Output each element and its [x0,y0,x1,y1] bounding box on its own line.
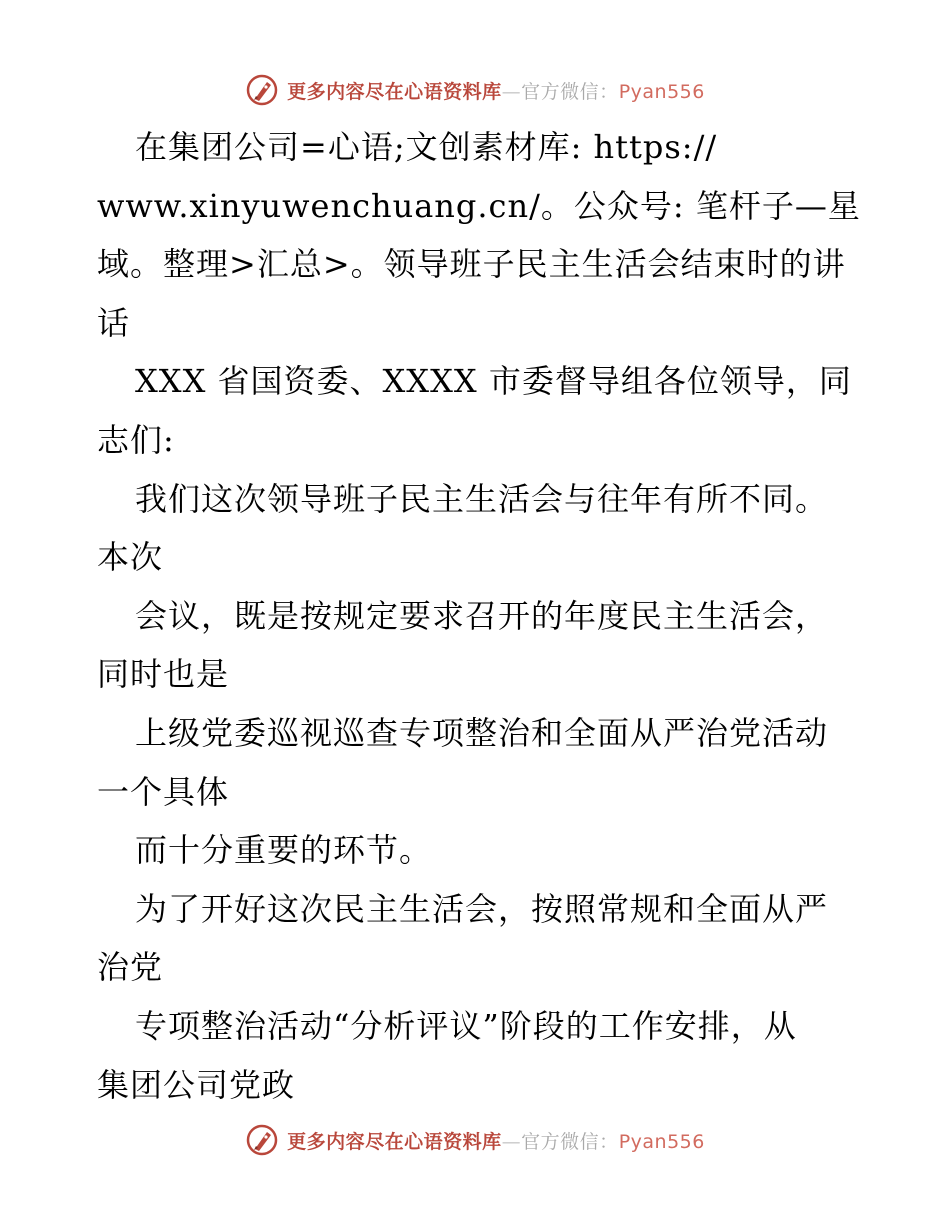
body-line: 会议，既是按规定要求召开的年度民主生活会， [135,596,829,635]
header-banner [0,70,950,110]
body-line: 志们: [97,420,175,459]
footer-banner [0,1120,950,1160]
footer-banner-wechat-id: Pyan556 [618,1130,705,1153]
header-banner-wechat-id: Pyan556 [618,80,705,103]
header-banner-wechat-label: 官方微信： [521,80,619,103]
body-line: 上级党委巡视巡查专项整治和全面从严治党活动 [135,713,829,752]
document-body [97,118,861,1114]
body-line: 为了开好这次民主生活会，按照常规和全面从严 [135,889,829,928]
body-line: 同时也是 [97,655,230,694]
body-line: 本次 [97,538,164,577]
body-line: 治党 [97,948,164,987]
pen-nib-logo-icon [245,1123,279,1157]
footer-banner-dash: — [501,1130,522,1153]
body-line: www.xinyuwenchuang.cn/。公众号: 笔杆子—星 [97,186,861,225]
header-banner-text [287,77,705,104]
body-line: 域。整理>汇总>。领导班子民主生活会结束时的讲 [97,245,846,284]
body-line: XXX 省国资委、XXXX 市委督导组各位领导，同 [135,362,852,401]
body-line: 专项整治活动“分析评议”阶段的工作安排，从 [135,1006,797,1045]
footer-banner-wechat-label: 官方微信： [521,1130,619,1153]
footer-banner-main: 更多内容尽在心语资料库 [287,1130,502,1153]
body-line: 一个具体 [97,772,230,811]
body-line: 在集团公司=心语;文创素材库: https:// [135,128,718,166]
pen-nib-logo-icon [245,73,279,107]
body-line: 集团公司党政 [97,1065,296,1104]
body-line: 而十分重要的环节。 [135,831,433,870]
header-banner-dash: — [501,80,522,103]
footer-banner-text [287,1127,705,1154]
header-banner-main: 更多内容尽在心语资料库 [287,80,502,103]
body-line: 我们这次领导班子民主生活会与往年有所不同。 [135,479,829,518]
body-line: 话 [97,303,131,342]
